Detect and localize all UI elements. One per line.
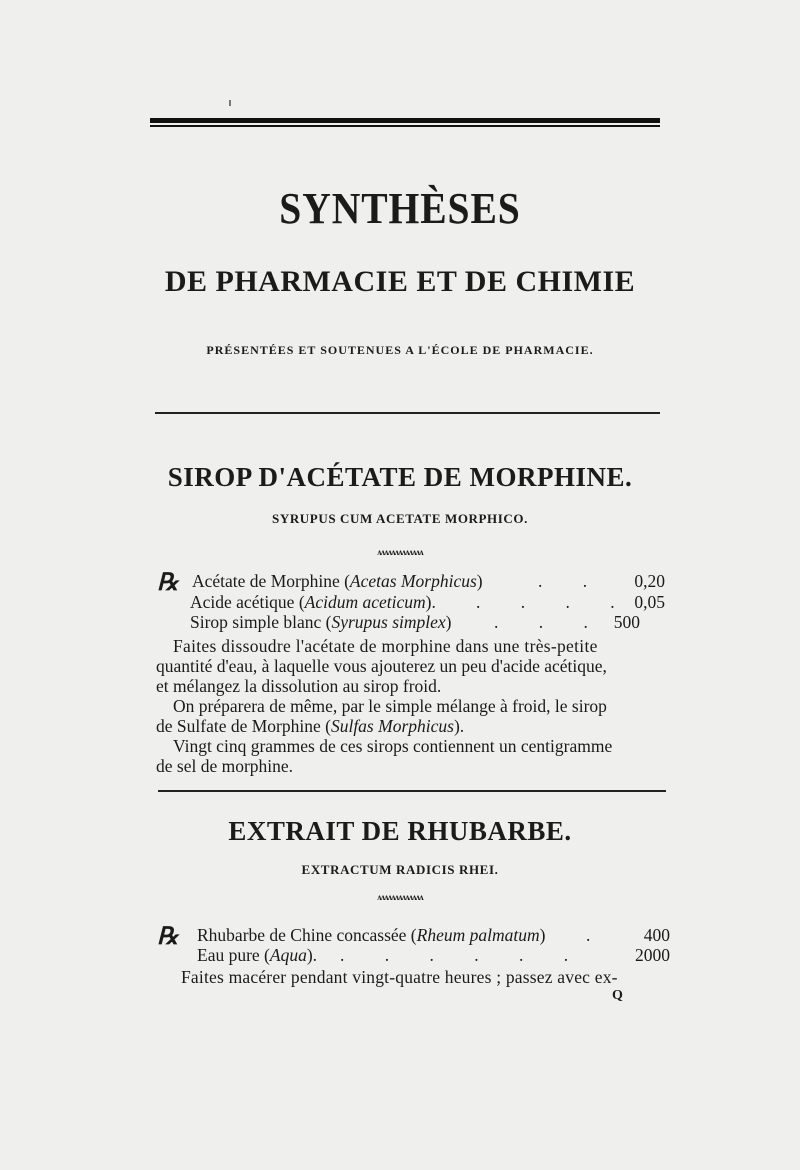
section-divider-2 [158,790,666,792]
paragraph-line: et mélangez la dissolution au sirop froid. [156,676,442,696]
signature-mark: Q [612,988,623,1003]
text-run: ). [453,716,465,736]
ingredient-latin: Aqua [269,945,307,965]
leader-dots: . [586,925,609,945]
main-title: SYNTHÈSES [279,184,521,233]
ingredient-line [190,592,436,613]
ingredient-line [192,571,483,592]
rx-icon: ℞ [157,924,179,950]
paragraph-line: Vingt cinq grammes de ces sirops contiennent un centigramme [173,736,613,756]
paragraph-line: de sel de morphine. [156,756,294,776]
ingredient-name: Acide acétique ( [190,592,305,612]
ingredient-qty: 0,20 [634,571,665,591]
top-double-rule [150,118,660,128]
ingredient-line [190,612,452,633]
ingredient-name: Sirop simple blanc ( [190,612,332,632]
paragraph-line: Faites macérer pendant vingt-quatre heures ; passez avec ex- [181,967,618,987]
text-run-italic: Sulfas Morphicus [330,716,454,736]
ingredient-line [197,945,317,966]
paragraph-line: Faites dissoudre l'acétate de morphine dans une très-petite [173,636,598,656]
ingredient-latin: Acetas Morphicus [349,571,477,591]
section2-title: EXTRAIT DE RHUBARBE. [228,816,572,846]
ingredient-line [197,925,545,946]
section1-latin: SYRUPUS CUM ACETATE MORPHICO. [272,511,528,526]
ingredient-close: ) [476,571,483,591]
ingredient-name: Rhubarbe de Chine concassée ( [197,925,417,945]
ingredient-close: ) [539,925,546,945]
print-mark [229,100,231,106]
section2-ornament: ʌʌʌʌʌʌʌʌʌʌʌʌʌ [377,892,423,902]
ingredient-qty: 2000 [635,945,670,965]
text-run: de Sulfate de Morphine ( [156,716,331,736]
section-divider-1 [155,412,660,414]
ingredient-latin: Acidum aceticum [304,592,426,612]
section1-ornament: ʌʌʌʌʌʌʌʌʌʌʌʌʌ [377,547,423,557]
ingredient-qty: 0,05 [634,592,665,612]
paragraph-line [156,716,464,737]
ingredient-name: Acétate de Morphine ( [192,571,350,591]
leader-dots: . . . [494,612,606,632]
leader-dots: . . . . [476,592,633,612]
ingredient-close: ). [425,592,436,612]
section2-latin: EXTRACTUM RADICIS RHEI. [301,862,499,877]
subtitle: DE PHARMACIE ET DE CHIMIE [164,265,636,298]
top-rule-thick [150,118,660,123]
ingredient-latin: Syrupus simplex [331,612,446,632]
top-rule-thin [150,125,660,127]
paragraph-line: quantité d'eau, à laquelle vous ajouterez un peu d'acide acétique, [156,656,607,676]
paragraph-line: On préparera de même, par le simple mélange à froid, le sirop [173,696,607,716]
ingredient-qty: 500 [613,612,640,632]
section1-title: SIROP D'ACÉTATE DE MORPHINE. [167,462,633,492]
ingredient-qty: 400 [643,925,670,945]
ingredient-name: Eau pure ( [197,945,270,965]
presented-line: PRÉSENTÉES ET SOUTENUES A L'ÉCOLE DE PHARMACIE. [206,343,594,357]
leader-dots: . . [538,571,606,591]
leader-dots: . . . . . . [340,945,587,965]
rx-icon: ℞ [157,570,179,596]
ingredient-close: ). [306,945,318,965]
ingredient-latin: Rheum palmatum [416,925,540,945]
ingredient-close: ) [445,612,452,632]
